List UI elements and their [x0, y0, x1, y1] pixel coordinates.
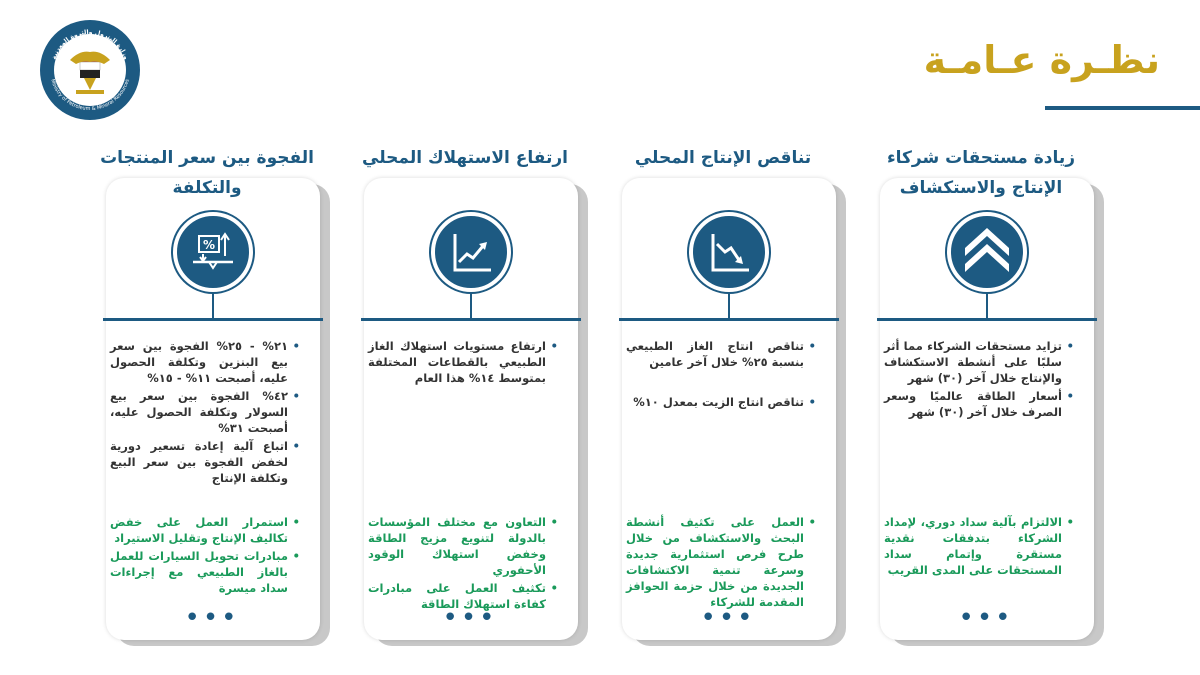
solutions-list [368, 514, 558, 614]
solutions-list [884, 514, 1074, 580]
solutions-list [626, 514, 816, 612]
card-title-partner-dues: زيادة مستحقات شركاء الإنتاج والاستكشاف [886, 148, 1076, 198]
list-item: • تكثيف العمل على مبادرات كفاءة استهلاك الطاقة [368, 580, 558, 612]
problems-list [626, 338, 816, 412]
more-dots-button[interactable]: ••• [184, 603, 240, 633]
ministry-logo [40, 20, 140, 120]
list-item: • ارتفاع مستويات استهلاك الغاز الطبيعي بالقطاعات المختلفة بمتوسط ١٤% هذا العام [368, 338, 558, 386]
price-gap-balance-icon [177, 216, 249, 288]
problems-list [110, 338, 300, 488]
problems-list [368, 338, 558, 388]
icon-badge [431, 212, 511, 292]
solutions-list [110, 514, 300, 598]
list-item: • ٤٢% الفجوة بين سعر بيع السولار وتكلفة الحصول عليه، أصبحت ٣١% [110, 388, 300, 436]
list-item: • أسعار الطاقة عالميًا وسعر الصرف خلال آخر (٣٠) شهر [884, 388, 1074, 420]
list-item: • مبادرات تحويل السيارات للعمل بالغاز الطبيعي مع إجراءات سداد ميسرة [110, 548, 300, 596]
list-item: • العمل على تكثيف أنشطة البحث والاستكشاف من خلال طرح فرص استثمارية جديدة وسرعة تنمية الاكتشافات الجديدة من خلال حزمة الحوافز المقدمة للشركاء [626, 514, 816, 610]
list-item: • ٢١% - ٢٥% الفجوة بين سعر بيع البنزين وتكلفة الحصول عليه، أصبحت ١١% - ١٥% [110, 338, 300, 386]
rising-chart-icon [435, 216, 507, 288]
logo-ring-text [40, 20, 140, 120]
ministry-name-en: Ministry of Petroleum & Mineral Resources [49, 78, 131, 113]
icon-badge [947, 212, 1027, 292]
more-dots-button[interactable]: ••• [442, 603, 498, 633]
card-title-price-gap: الفجوة بين سعر المنتجات والتكلفة [100, 148, 314, 198]
list-item: • تناقص انتاج الزيت بمعدل ١٠% [626, 394, 816, 410]
list-item: • الالتزام بآلية سداد دوري، لإمداد الشركاء بتدفقات نقدية مستقرة وإتمام سداد المستحقات على المدى القريب [884, 514, 1074, 578]
list-item: • التعاون مع مختلف المؤسسات بالدولة لتنويع مزيج الطاقة وخفض استهلاك الوقود الأحفوري [368, 514, 558, 578]
card-title-production-decline: تناقص الإنتاج المحلي [634, 148, 812, 168]
problems-list [884, 338, 1074, 422]
icon-badge [173, 212, 253, 292]
double-chevron-up-icon [951, 216, 1023, 288]
list-item: • تزايد مستحقات الشركاء مما أثر سلبًا على أنشطة الاستكشاف والإنتاج خلال آخر (٣٠) شهر [884, 338, 1074, 386]
svg-text:Ministry of Petroleum & Minera [49, 78, 131, 112]
card-title-consumption-rise: ارتفاع الاستهلاك المحلي [362, 148, 568, 168]
ministry-name-ar: وزارة البترول والثروة المعدنية [50, 28, 130, 61]
page-title: نظـرة عـامـة [923, 38, 1160, 82]
title-underline [1045, 106, 1200, 110]
list-item: • اتباع آلية إعادة تسعير دورية لخفض الفجوة بين سعر البيع وتكلفة الإنتاج [110, 438, 300, 486]
svg-text:%: % [202, 238, 216, 252]
svg-text:وزارة البترول والثروة المعدنية [51, 29, 130, 61]
more-dots-button[interactable]: ••• [958, 603, 1014, 633]
declining-chart-icon [693, 216, 765, 288]
list-item: • تناقص انتاج الغاز الطبيعي بنسبة ٢٥% خلال آخر عامين [626, 338, 816, 370]
icon-badge [689, 212, 769, 292]
list-item: • استمرار العمل على خفض تكاليف الإنتاج وتقليل الاستيراد [110, 514, 300, 546]
more-dots-button[interactable]: ••• [700, 603, 756, 633]
